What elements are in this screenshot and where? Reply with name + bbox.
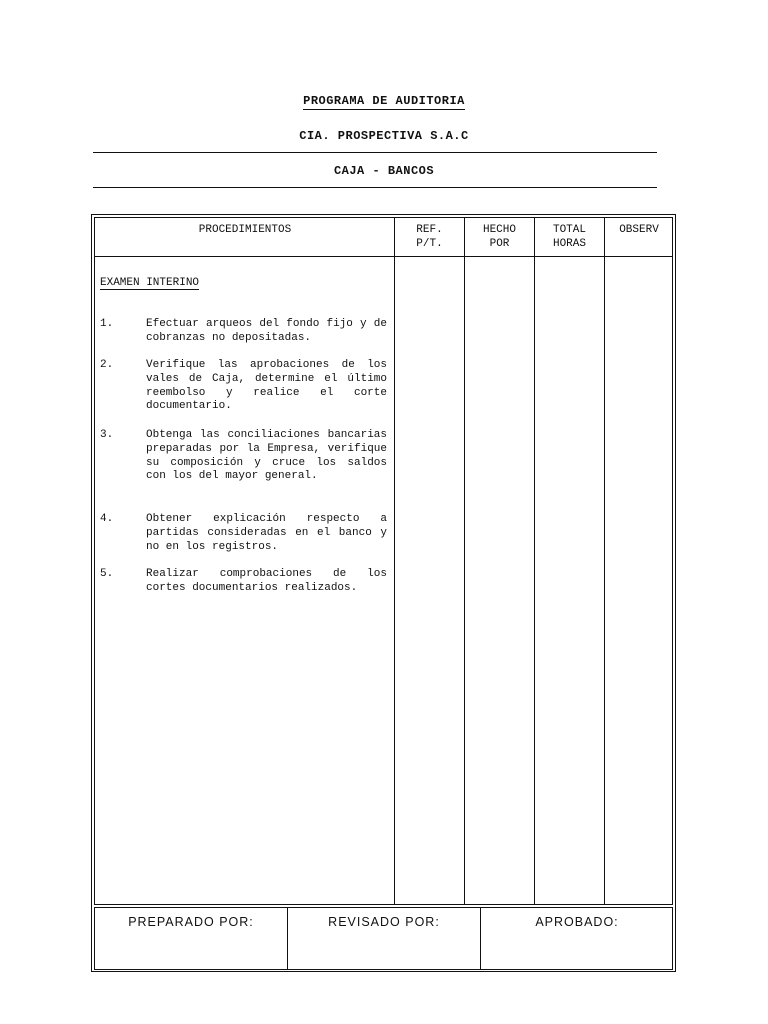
- company-name: CIA. PROSPECTIVA S.A.C: [299, 129, 469, 143]
- column-header-observ: OBSERV: [619, 224, 659, 236]
- item-number: 5.: [100, 568, 114, 580]
- prepared-by-label: PREPARADO POR:: [128, 915, 254, 929]
- item-text: Verifique las aprobaciones de los vales de Caja, determine el último reembolso y realice el corte documentario.: [146, 359, 387, 413]
- header-row-divider: [94, 256, 673, 257]
- column-header-procedimientos: PROCEDIMIENTOS: [198, 224, 292, 236]
- item-number: 3.: [100, 429, 114, 441]
- item-text: Obtenga las conciliaciones bancarias preparadas por la Empresa, verifique su composición y cruce los saldos con los del mayor general.: [146, 429, 387, 483]
- item-text: Realizar comprobaciones de los cortes documentarios realizados.: [146, 568, 387, 594]
- header-divider: [93, 152, 657, 153]
- item-text: Obtener explicación respecto a partidas consideradas en el banco y no en los registros.: [146, 513, 387, 553]
- column-divider: [604, 217, 605, 905]
- item-number: 1.: [100, 318, 114, 330]
- subject-title: CAJA - BANCOS: [333, 164, 435, 178]
- approved-by-label: APROBADO:: [535, 915, 619, 929]
- column-header-ref: REF. P/T.: [416, 224, 443, 250]
- column-header-total-horas: TOTAL HORAS: [552, 224, 586, 250]
- column-divider: [394, 217, 395, 905]
- column-divider: [464, 217, 465, 905]
- header-divider: [93, 187, 657, 188]
- column-header-hecho-por: HECHO POR: [482, 224, 516, 250]
- reviewed-by-label: REVISADO POR:: [328, 915, 440, 929]
- column-divider: [534, 217, 535, 905]
- section-title: EXAMEN INTERINO: [100, 277, 200, 289]
- document-title: PROGRAMA DE AUDITORIA: [303, 94, 465, 108]
- item-number: 4.: [100, 513, 114, 525]
- item-number: 2.: [100, 359, 114, 371]
- item-text: Efectuar arqueos del fondo fijo y de cobranzas no depositadas.: [146, 318, 387, 344]
